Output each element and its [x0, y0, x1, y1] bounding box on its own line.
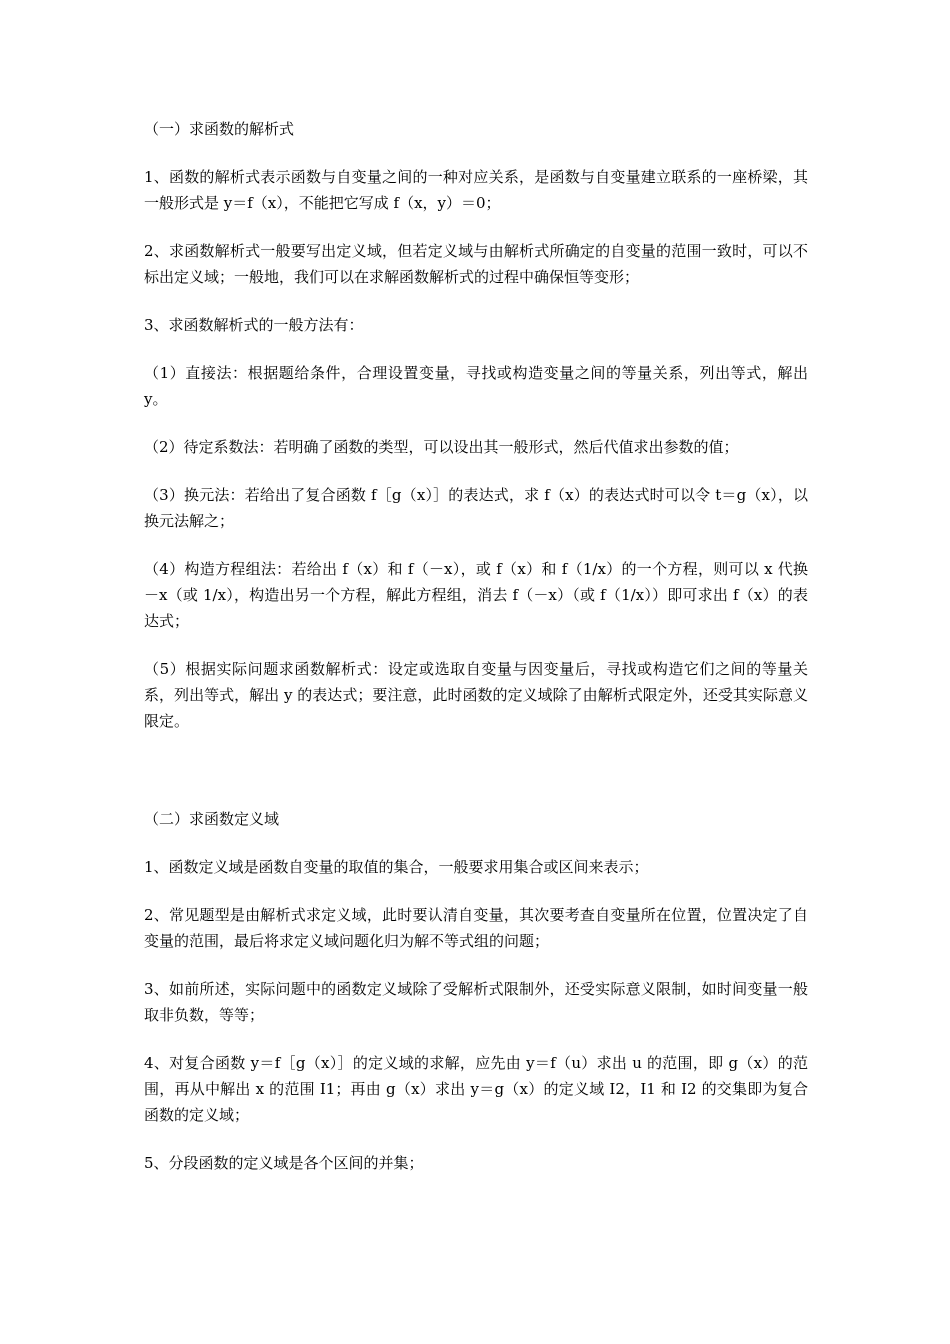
paragraph-2-4: 4、对复合函数 y＝f［g（x）］的定义域的求解，应先由 y＝f（u）求出 u 的范围，即 g（x）的范围，再从中解出 x 的范围 I1；再由 g（x）求出 y＝g（x）的定义域 I2，I1 和 I2 的交集即为复合函数的定义域； — [144, 1054, 808, 1124]
paragraph-1-4: （1）直接法：根据题给条件，合理设置变量，寻找或构造变量之间的等量关系，列出等式，解出 y。 — [144, 364, 808, 408]
paragraph-1-5: （2）待定系数法：若明确了函数的类型，可以设出其一般形式，然后代值求出参数的值； — [144, 438, 739, 456]
paragraph-1-6: （3）换元法：若给出了复合函数 f［g（x）］的表达式，求 f（x）的表达式时可以令 t＝g（x），以换元法解之； — [144, 486, 808, 530]
paragraph-1-1: 1、函数的解析式表示函数与自变量之间的一种对应关系，是函数与自变量建立联系的一座桥梁，其一般形式是 y＝f（x），不能把它写成 f（x，y）＝0； — [144, 168, 808, 212]
paragraph-1-7: （4）构造方程组法：若给出 f（x）和 f（－x），或 f（x）和 f（1/x）的一个方程，则可以 x 代换－x（或 1/x），构造出另一个方程，解此方程组，消去 f（－x）（或 f（1/x））即可求出 f（x）的表达式； — [144, 560, 808, 630]
section-spacer — [144, 756, 808, 806]
paragraph-2-2: 2、常见题型是由解析式求定义域，此时要认清自变量，其次要考查自变量所在位置，位置决定了自变量的范围，最后将求定义域问题化归为解不等式组的问题； — [144, 906, 808, 950]
paragraph-1-2: 2、求函数解析式一般要写出定义域，但若定义域与由解析式所确定的自变量的范围一致时，可以不标出定义域；一般地，我们可以在求解函数解析式的过程中确保恒等变形； — [144, 242, 808, 286]
paragraph-2-3: 3、如前所述，实际问题中的函数定义域除了受解析式限制外，还受实际意义限制，如时间变量一般取非负数，等等； — [144, 980, 808, 1024]
paragraph-2-5: 5、分段函数的定义域是各个区间的并集； — [144, 1154, 424, 1172]
document-body — [144, 116, 808, 1198]
paragraph-1-8: （5）根据实际问题求函数解析式：设定或选取自变量与因变量后，寻找或构造它们之间的等量关系，列出等式，解出 y 的表达式；要注意，此时函数的定义域除了由解析式限定外，还受其实际意义限定。 — [144, 660, 808, 730]
section-heading-domain: （二）求函数定义域 — [144, 810, 280, 828]
paragraph-2-1: 1、函数定义域是函数自变量的取值的集合，一般要求用集合或区间来表示； — [144, 858, 649, 876]
paragraph-1-3: 3、求函数解析式的一般方法有： — [144, 316, 364, 334]
section-heading-analytic-expression: （一）求函数的解析式 — [144, 120, 295, 138]
